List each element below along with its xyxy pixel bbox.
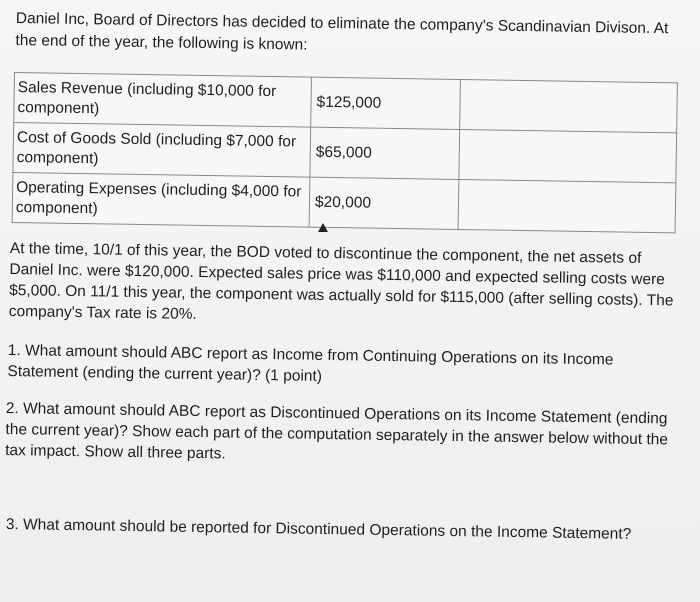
question-3: 3. What amount should be reported for Discontinued Operations on the Income Statement? bbox=[5, 515, 632, 543]
known-data-table bbox=[12, 72, 678, 233]
question-2: 2. What amount should ABC report as Discontinued Operations on its Income Statement (ending the current year)? Show each part of the computation separately in the answer below without the tax impact. Show all three parts. bbox=[5, 399, 669, 463]
scenario-paragraph: At the time, 10/1 of this year, the BOD voted to discontinue the component, the net assets of Daniel Inc. were $120,000. Expected sales price was $110,000 and expected selling costs were $5,000. On 11/1 this year, the component was actually sold for $115,000 (after selling costs). The company's Tax rate is 20%. bbox=[8, 239, 674, 323]
mouse-cursor-icon bbox=[318, 223, 328, 232]
row-amount: $125,000 bbox=[311, 77, 461, 129]
row-label: Cost of Goods Sold (including $7,000 for component) bbox=[13, 123, 311, 178]
row-label: Operating Expenses (including $4,000 for component) bbox=[12, 172, 310, 227]
row-amount: $20,000 bbox=[309, 177, 459, 229]
empty-cell bbox=[460, 80, 678, 133]
question-1: 1. What amount should ABC report as Income from Continuing Operations on its Income Statement (ending the current year)? (1 point) bbox=[7, 341, 614, 385]
row-amount: $65,000 bbox=[310, 127, 460, 179]
row-label: Sales Revenue (including $10,000 for component) bbox=[14, 73, 312, 128]
intro-text: Daniel Inc, Board of Directors has decided to eliminate the company's Scandinavian Divison. At the end of the year, the following is known: bbox=[15, 9, 669, 54]
table-row bbox=[12, 172, 676, 232]
empty-cell bbox=[458, 180, 676, 233]
empty-cell bbox=[459, 130, 677, 183]
